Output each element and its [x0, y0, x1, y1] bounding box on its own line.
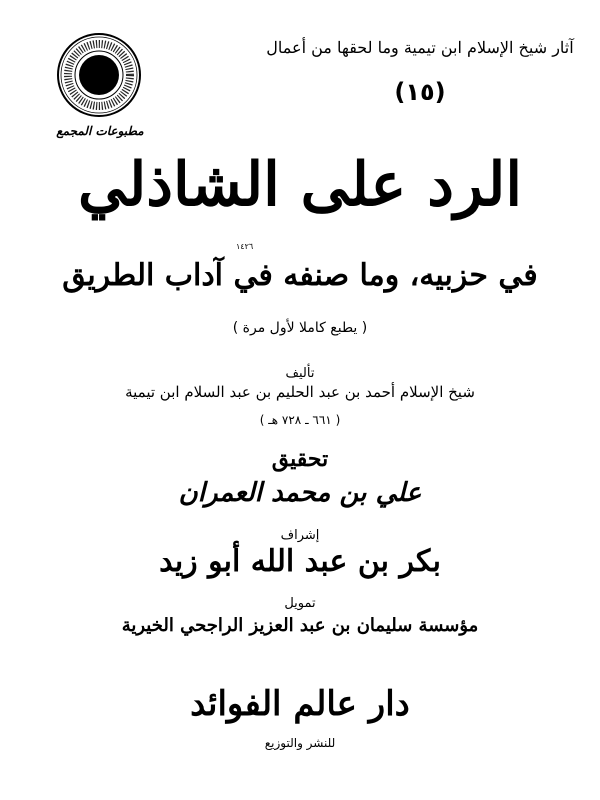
seal-caption: مطبوعات المجمع — [56, 124, 144, 138]
title-year: ١٤٢٦ — [236, 242, 254, 251]
author-dates: ( ٦٦١ ـ ٧٢٨ هـ ) — [259, 413, 341, 427]
academy-seal-logo — [56, 32, 142, 118]
series-title: آثار شيخ الإسلام ابن تيمية وما لحقها من أعمال — [266, 38, 574, 57]
edition-note: ( يطبع كاملا لأول مرة ) — [232, 320, 368, 336]
book-title: الرد على الشاذلي — [78, 150, 522, 220]
author-label: تأليف — [285, 366, 315, 381]
funding-label: تمويل — [284, 596, 316, 611]
supervision-label: إشراف — [280, 528, 320, 543]
series-number: (١٥) — [394, 78, 446, 106]
author-name: شيخ الإسلام أحمد بن عبد الحليم بن عبد السلام ابن تيمية — [125, 383, 475, 401]
supervisor-name: بكر بن عبد الله أبو زيد — [159, 544, 441, 579]
editor-name: علي بن محمد العمران — [178, 478, 422, 508]
publisher-subtitle: للنشر والتوزيع — [264, 736, 336, 750]
publisher-logo-name: دار عالم الفوائد — [190, 684, 410, 724]
book-subtitle: في حزبيه، وما صنفه في آداب الطريق — [62, 258, 538, 293]
funder-name: مؤسسة سليمان بن عبد العزيز الراجحي الخيرية — [121, 615, 479, 636]
editor-label: تحقيق — [271, 446, 329, 472]
